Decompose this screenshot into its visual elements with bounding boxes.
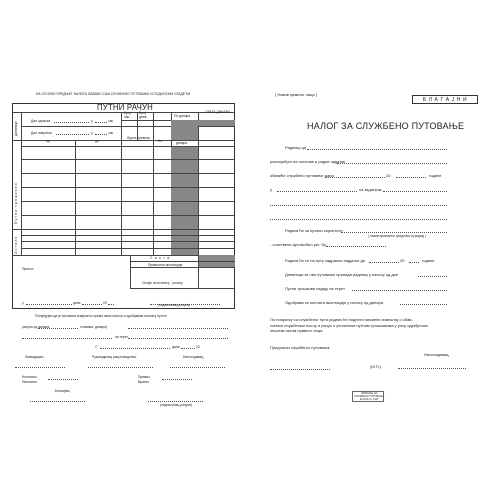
trip-date-label: обавиће службено путовање дана xyxy=(270,173,334,178)
transport-label: Радник ће за превоз користити xyxy=(285,228,343,233)
submitter-caption-2: (подносилац рачуна) xyxy=(160,403,192,407)
form-code-stamp: ОБРАЗАЦ ЗА СЛУЖБЕНО ПУТОВАЊЕ Е-5013-4 / ОНЛ xyxy=(354,392,385,401)
other-label: Остало xyxy=(14,235,18,254)
head-accounting-label: Руководилац рачуноводства, xyxy=(92,355,137,359)
total-label: С в е г а xyxy=(150,256,170,260)
task-label: са задатком xyxy=(359,187,382,192)
col-dinars: динара xyxy=(176,141,188,145)
advance-received-label: Примљена аконтација xyxy=(148,263,183,267)
liquidator-label: Ликвидирао, xyxy=(25,355,45,359)
travel-order-title: НАЛОГ ЗА СЛУЖБЕНО ПУТОВАЊЕ xyxy=(307,121,465,131)
costs-charged-label: Путни трошкови падају на терет xyxy=(285,286,345,291)
days-count-header: Број днев. xyxy=(139,111,148,119)
paid-label: Исплатио Наплатио xyxy=(22,375,37,384)
employee-label: Раднику-ци xyxy=(285,145,307,150)
per-diem-amount-label: Дневница за ово путовање припада раднику у износу од дин xyxy=(285,272,399,277)
return-label: Дан повратка xyxy=(31,131,52,135)
attachment-label: Прилог: xyxy=(22,267,34,271)
per-diem-label: Дневнице xyxy=(14,121,18,136)
remaining-label: Остаје за исплату - уплату xyxy=(142,281,183,285)
cashier-tab: Б Л А Г А Ј Н И xyxy=(412,95,478,104)
header-note: НА ОСНОВУ ПРЕДЊЕГ НАЛОГА ОБАВИО САМ СЛУЖБЕНО ПУТОВАЊЕ И ПОДНОСИМ СЛЕДЕЋИ xyxy=(36,92,191,96)
hours-count-header: Број час. xyxy=(124,111,131,119)
return-report-text: По повратку са службеног пута радник ће поднети писмени извештај о обав- љеном службеном послу и рачун о учињеним путним трошковима у року одређеном општим актом правног лица. xyxy=(270,317,428,333)
total-dinar-header: СВЕГА ДИНАРА xyxy=(205,110,230,114)
travel-costs-label: Путни трошкови xyxy=(14,182,18,224)
seal-label: (М.П.) xyxy=(370,364,382,369)
return-deadline-label: Радник ће се на путу задржати најдаље до xyxy=(285,258,366,263)
departure-label: Дан одласка xyxy=(31,119,51,123)
travel-account-title: ПУТНИ РАЧУН xyxy=(97,103,153,112)
advance-approval-label: Одобрава се исплата аконтације у износу од динара xyxy=(285,300,384,305)
col-from: од xyxy=(46,139,50,143)
per-dinar-header: По динара xyxy=(174,114,191,118)
col-class: Кл. xyxy=(158,139,163,143)
submitter-caption: (подносилац рачуна) xyxy=(158,303,190,307)
proposer-label: Предлагач службеног путовања, xyxy=(270,345,331,350)
order-giver-label-right: Налогодавац, xyxy=(424,352,450,357)
own-car-label: - сопствени аутомобил рег. бр. xyxy=(270,242,327,247)
assigned-label: распоређен на пословe и радне задатке xyxy=(270,159,346,164)
confirmation-text: Потврђујем да је путовање извршено према овом налогу и одобравам исплату путног xyxy=(35,314,167,318)
cashier-label: Благајник, xyxy=(55,389,71,393)
legal-entity-caption: ( Назив правног лица ) xyxy=(275,92,318,97)
order-giver-label: Налогодавац, xyxy=(183,355,205,359)
transport-note: ( назив превозног средства и разред ) xyxy=(368,234,427,238)
received-label: Примио Вратио xyxy=(138,375,150,384)
col-to: до xyxy=(95,139,99,143)
form-sheet: НА ОСНОВУ ПРЕДЊЕГ НАЛОГА ОБАВИО САМ СЛУЖБЕНО ПУТОВАЊЕ И ПОДНОСИМ СЛЕДЕЋИ ПУТНИ РАЧУН Дневнице Дан одласка у час. Дан повратка у час. Број час. Број днев. По динара СВЕГА ДИНАРА од до Врста превоза Кл. динара Путни трошкови Остало С в е г а Примљена аконтација Остаје за исплату - уплату Прилог: у дана 20 (подносилац рачуна) Потврђујем да је путовање извршено према овом налогу и одобравам исплату путног рачуна од динара словима: динара) на терет У дана 20 Ликвидирао, Руководилац рачуноводства, Налогодавац, Исплатио Наплатио Примио Вратио Благајник, (подносилац рачуна) ( Назив правног лица ) Б Л А Г А Ј Н И НАЛОГ ЗА СЛУЖБЕНО ПУТОВАЊЕ Раднику-ци распоређен на пословe и радне задатке обавиће службено путовање дана 20 године у са задатком Радник ће за превоз користити ( назив превозног средства и разред ) - сопствени аутомобил рег. бр. Радник ће се на путу задржати најдаље до 20 године Дневница за ово путовање припада раднику у износу од дин Путни трошкови падају на терет Одобрава се исплата аконтације у износу од динара По повратку са службеног пута радник ће поднети писмени извештај о обав- љеном службеном послу и рачун о учињеним путним трошковима у року одређеном општим актом правног лица. Предлагач службеног путовања, Налогодавац, (М.П.) ОБРАЗАЦ ЗА СЛУЖБЕНО ПУТОВАЊЕ Е-5013-4 / ОНЛ xyxy=(0,0,500,500)
col-transport-type: Врста превоза xyxy=(127,136,150,140)
